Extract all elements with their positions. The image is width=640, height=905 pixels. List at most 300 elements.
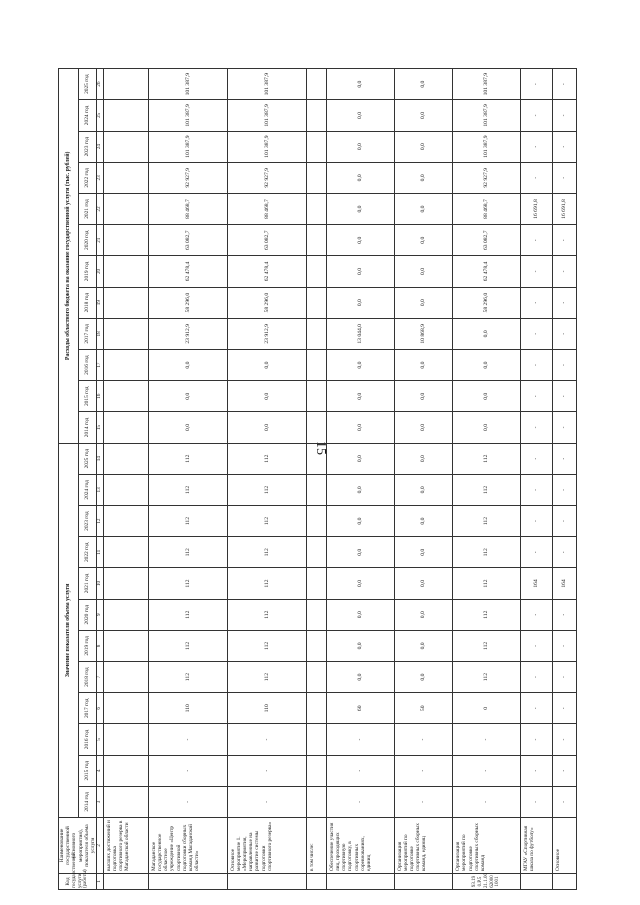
volume-cell: 112	[228, 599, 307, 630]
volume-cell: 164	[552, 568, 577, 599]
expense-cell	[306, 349, 326, 380]
expense-cell	[104, 131, 149, 162]
row-name: Основное	[552, 818, 577, 874]
expense-cell: 0,0	[327, 193, 395, 224]
expense-cell: -	[521, 100, 553, 131]
expense-cell: -	[552, 318, 577, 349]
row-name: Обеспечение участия лиц, проходящих спортивную подготовку, в спортивных соревнованиях, единиц	[327, 818, 395, 874]
volume-cell	[306, 474, 326, 505]
expense-cell: 92 927,9	[149, 162, 228, 193]
expense-cell: 10 868,9	[394, 318, 453, 349]
expense-cell: 88 468,7	[228, 193, 307, 224]
header-volume-group: Значение показателя объема услуги	[59, 443, 79, 817]
header-expense-year: 2023 год	[78, 131, 97, 162]
expense-cell: 0,0	[394, 69, 453, 100]
volume-cell: 0,0	[327, 630, 395, 661]
expense-cell: -	[552, 225, 577, 256]
column-number: 17	[97, 349, 104, 380]
volume-cell	[104, 443, 149, 474]
expense-cell: 92 927,9	[453, 162, 521, 193]
row-code	[149, 874, 228, 890]
header-expense-year: 2025 год	[78, 69, 97, 100]
expense-cell	[306, 381, 326, 412]
expense-cell: 63 082,7	[149, 225, 228, 256]
header-volume-year: 2015 год	[78, 755, 97, 786]
column-number: 13	[97, 474, 104, 505]
volume-cell: 0,0	[327, 443, 395, 474]
volume-cell: -	[327, 786, 395, 817]
expense-cell	[306, 256, 326, 287]
column-number: 3	[97, 786, 104, 817]
expense-cell: 101 387,9	[453, 69, 521, 100]
volume-cell: 112	[149, 474, 228, 505]
expense-cell: -	[552, 100, 577, 131]
expense-cell: 0,0	[149, 412, 228, 443]
expense-cell: 62 478,4	[149, 256, 228, 287]
expense-cell	[306, 225, 326, 256]
volume-cell: 0,0	[394, 443, 453, 474]
header-expense-year: 2024 год	[78, 100, 97, 131]
row-code	[394, 874, 453, 890]
expense-cell: -	[521, 381, 553, 412]
expense-cell	[104, 256, 149, 287]
expense-cell: 0,0	[327, 381, 395, 412]
expense-cell: 0,0	[149, 349, 228, 380]
header-volume-year: 2017 год	[78, 693, 97, 724]
header-volume-year: 2016 год	[78, 724, 97, 755]
volume-cell: -	[228, 724, 307, 755]
expense-cell: 0,0	[394, 193, 453, 224]
row-name: Организация мероприятий по подготовке спортивных сборных команд, единиц	[394, 818, 453, 874]
volume-cell: -	[453, 755, 521, 786]
volume-cell	[306, 537, 326, 568]
expense-cell: 0,0	[327, 162, 395, 193]
volume-cell	[104, 474, 149, 505]
volume-cell: 110	[149, 693, 228, 724]
expense-cell: 62 478,4	[228, 256, 307, 287]
row-name: высших достижений и подготовка спортивного резерва в Магаданской области	[104, 818, 149, 874]
expense-cell: 0,0	[394, 162, 453, 193]
volume-cell	[104, 661, 149, 692]
volume-cell: 112	[453, 599, 521, 630]
header-expense-group: Расходы областного бюджета на оказание государственной услуги (тыс. рублей)	[59, 69, 79, 444]
volume-cell: -	[552, 630, 577, 661]
volume-cell: -	[521, 599, 553, 630]
volume-cell	[306, 693, 326, 724]
volume-cell: -	[521, 661, 553, 692]
header-expense-year: 2020 год	[78, 225, 97, 256]
expense-cell: -	[552, 131, 577, 162]
header-volume-year: 2014 год	[78, 786, 97, 817]
volume-cell: 112	[149, 661, 228, 692]
expense-cell: 0,0	[228, 381, 307, 412]
volume-cell: -	[521, 755, 553, 786]
volume-cell: 112	[453, 474, 521, 505]
expense-cell: 101 387,9	[453, 100, 521, 131]
expense-cell: 101 387,9	[149, 69, 228, 100]
volume-cell: 112	[149, 505, 228, 536]
volume-cell: 0,0	[327, 568, 395, 599]
volume-cell: -	[327, 724, 395, 755]
expense-cell: 16 691,8	[552, 193, 577, 224]
volume-cell: -	[228, 786, 307, 817]
volume-cell: -	[552, 443, 577, 474]
volume-cell: 0	[453, 693, 521, 724]
expense-cell	[306, 318, 326, 349]
header-volume-year: 2024 год	[78, 474, 97, 505]
expense-cell: 0,0	[327, 256, 395, 287]
volume-cell: -	[552, 724, 577, 755]
expense-cell: 92 927,9	[228, 162, 307, 193]
volume-cell: 112	[149, 537, 228, 568]
table-body	[104, 69, 577, 890]
volume-cell: 112	[228, 537, 307, 568]
column-number: 5	[97, 724, 104, 755]
header-volume-year: 2018 год	[78, 661, 97, 692]
volume-cell: -	[521, 786, 553, 817]
expense-cell: 63 082,7	[228, 225, 307, 256]
column-number: 15	[97, 412, 104, 443]
volume-cell: -	[552, 599, 577, 630]
services-table	[58, 68, 577, 890]
row-name: в том числе:	[306, 818, 326, 874]
table-row	[327, 69, 395, 890]
volume-cell	[104, 505, 149, 536]
expense-cell: 0,0	[327, 69, 395, 100]
column-number: 25	[97, 100, 104, 131]
volume-cell: 0,0	[394, 505, 453, 536]
volume-cell: -	[552, 505, 577, 536]
volume-cell: -	[521, 537, 553, 568]
volume-cell: 112	[149, 599, 228, 630]
row-name: Основное мероприятие 1. «Мероприятия, направленные на развитие системы подготовки спортивного резерва»	[228, 818, 307, 874]
volume-cell: -	[394, 786, 453, 817]
expense-cell: -	[552, 412, 577, 443]
volume-cell: 112	[453, 505, 521, 536]
volume-cell: -	[149, 786, 228, 817]
header-expense-year: 2018 год	[78, 287, 97, 318]
expense-cell: 88 468,7	[149, 193, 228, 224]
column-number: 7	[97, 661, 104, 692]
rotated-table-wrapper	[58, 68, 568, 890]
volume-cell: 112	[228, 630, 307, 661]
column-number: 9	[97, 599, 104, 630]
volume-cell: -	[521, 693, 553, 724]
expense-cell: 0,0	[394, 412, 453, 443]
header-expense-year: 2021 год	[78, 193, 97, 224]
volume-cell: -	[552, 537, 577, 568]
volume-cell: -	[453, 724, 521, 755]
column-number: 11	[97, 537, 104, 568]
expense-cell: 0,0	[394, 225, 453, 256]
expense-cell: 0,0	[453, 381, 521, 412]
volume-cell: -	[394, 724, 453, 755]
expense-cell: 13 044,0	[327, 318, 395, 349]
expense-cell: 0,0	[327, 412, 395, 443]
row-code	[552, 874, 577, 890]
table-row	[306, 69, 326, 890]
volume-cell: -	[552, 693, 577, 724]
volume-cell: 50	[394, 693, 453, 724]
expense-cell: -	[552, 349, 577, 380]
expense-cell	[306, 100, 326, 131]
volume-cell: -	[552, 755, 577, 786]
volume-cell: 112	[228, 505, 307, 536]
volume-cell: 112	[149, 630, 228, 661]
expense-cell: -	[521, 131, 553, 162]
volume-cell: -	[521, 630, 553, 661]
table-row	[149, 69, 228, 890]
column-number: 23	[97, 162, 104, 193]
volume-cell	[306, 443, 326, 474]
column-number: 20	[97, 256, 104, 287]
expense-cell: 58 296,0	[228, 287, 307, 318]
volume-cell	[104, 537, 149, 568]
expense-cell: 63 082,7	[453, 225, 521, 256]
row-code	[327, 874, 395, 890]
expense-cell: 0,0	[394, 131, 453, 162]
row-code	[306, 874, 326, 890]
row-code	[521, 874, 553, 890]
header-code: Код государственной услуги (работы)	[59, 874, 97, 890]
expense-cell	[306, 412, 326, 443]
header-expense-year: 2015 год	[78, 381, 97, 412]
expense-cell: -	[552, 162, 577, 193]
volume-cell: 0,0	[327, 537, 395, 568]
expense-cell: 0,0	[394, 381, 453, 412]
volume-cell	[306, 724, 326, 755]
expense-cell	[306, 162, 326, 193]
volume-cell	[306, 505, 326, 536]
row-code	[228, 874, 307, 890]
row-code: 93.19 0.Р.5 21.1.00 62000 1001	[453, 874, 521, 890]
header-row-years	[78, 69, 97, 890]
volume-cell: 112	[149, 568, 228, 599]
expense-cell: 101 387,9	[453, 131, 521, 162]
volume-cell: 112	[453, 568, 521, 599]
volume-cell: 112	[228, 661, 307, 692]
volume-cell	[306, 755, 326, 786]
volume-cell: 0,0	[327, 599, 395, 630]
volume-cell: 0,0	[394, 474, 453, 505]
volume-cell	[306, 568, 326, 599]
expense-cell	[306, 193, 326, 224]
expense-cell: 101 387,9	[228, 100, 307, 131]
expense-cell: 0,0	[394, 287, 453, 318]
expense-cell	[104, 349, 149, 380]
table-row	[394, 69, 453, 890]
expense-cell	[104, 287, 149, 318]
expense-cell: 0,0	[453, 349, 521, 380]
header-volume-year: 2022 год	[78, 537, 97, 568]
expense-cell: 0,0	[327, 287, 395, 318]
column-number: 4	[97, 755, 104, 786]
expense-cell: 0,0	[453, 412, 521, 443]
expense-cell	[104, 193, 149, 224]
volume-cell: -	[552, 786, 577, 817]
volume-cell: -	[228, 755, 307, 786]
row-name: Магаданское государственное областное учреждение «Центр спортивной подготовки сборных команд Магаданской области»	[149, 818, 228, 874]
volume-cell: 0,0	[394, 599, 453, 630]
volume-cell: 112	[453, 537, 521, 568]
volume-cell: -	[149, 755, 228, 786]
row-name: МГАУ «Спортивная школа по футболу»	[521, 818, 553, 874]
volume-cell: 0,0	[327, 505, 395, 536]
expense-cell: -	[521, 412, 553, 443]
column-number: 16	[97, 381, 104, 412]
expense-cell: 23 912,9	[149, 318, 228, 349]
column-number: 24	[97, 131, 104, 162]
volume-cell: 112	[228, 474, 307, 505]
column-number: 21	[97, 225, 104, 256]
expense-cell: -	[552, 69, 577, 100]
volume-cell	[306, 630, 326, 661]
page-number: 15	[313, 441, 328, 455]
column-number: 10	[97, 568, 104, 599]
volume-cell: -	[521, 474, 553, 505]
header-expense-year: 2019 год	[78, 256, 97, 287]
column-number: 18	[97, 318, 104, 349]
header-name: Наименование государственной (основного мероприятия), показателя объема услуги	[59, 818, 97, 874]
volume-cell	[104, 786, 149, 817]
expense-cell: 0,0	[394, 256, 453, 287]
volume-cell	[104, 755, 149, 786]
expense-cell: 62 478,4	[453, 256, 521, 287]
volume-cell: -	[552, 661, 577, 692]
volume-cell: 0,0	[327, 474, 395, 505]
expense-cell: -	[552, 287, 577, 318]
volume-cell: -	[521, 724, 553, 755]
volume-cell	[104, 568, 149, 599]
header-volume-year: 2023 год	[78, 505, 97, 536]
column-number: 8	[97, 630, 104, 661]
expense-cell: 0,0	[228, 349, 307, 380]
volume-cell: 112	[228, 443, 307, 474]
volume-cell: 112	[149, 443, 228, 474]
volume-cell: -	[453, 786, 521, 817]
volume-cell: -	[149, 724, 228, 755]
volume-cell	[104, 599, 149, 630]
column-number: 26	[97, 69, 104, 100]
header-volume-year: 2019 год	[78, 630, 97, 661]
expense-cell: 88 468,7	[453, 193, 521, 224]
volume-cell: -	[394, 755, 453, 786]
header-expense-year: 2016 год	[78, 349, 97, 380]
expense-cell: 23 912,9	[228, 318, 307, 349]
expense-cell	[104, 412, 149, 443]
volume-cell: 112	[453, 443, 521, 474]
volume-cell: 0,0	[394, 630, 453, 661]
column-number: 1	[97, 874, 104, 890]
expense-cell: 0,0	[327, 100, 395, 131]
expense-cell: 0,0	[327, 225, 395, 256]
expense-cell: 0,0	[149, 381, 228, 412]
header-expense-year: 2014 год	[78, 412, 97, 443]
volume-cell: 112	[453, 661, 521, 692]
expense-cell: 0,0	[327, 349, 395, 380]
row-name: Организация мероприятий по подготовке спортивных сборных команд	[453, 818, 521, 874]
expense-cell: -	[521, 69, 553, 100]
volume-cell: 112	[453, 630, 521, 661]
expense-cell: -	[521, 287, 553, 318]
expense-cell	[104, 381, 149, 412]
header-expense-year: 2017 год	[78, 318, 97, 349]
table-row	[552, 69, 577, 890]
volume-cell	[104, 724, 149, 755]
volume-cell	[306, 599, 326, 630]
volume-cell: -	[521, 443, 553, 474]
expense-cell: -	[521, 162, 553, 193]
expense-cell	[104, 69, 149, 100]
table-row	[104, 69, 149, 890]
table-row	[521, 69, 553, 890]
expense-cell: -	[521, 256, 553, 287]
expense-cell: 58 296,0	[149, 287, 228, 318]
volume-cell: 60	[327, 693, 395, 724]
header-row-numbers	[97, 69, 104, 890]
volume-cell: -	[327, 755, 395, 786]
volume-cell: 0,0	[327, 661, 395, 692]
column-number: 6	[97, 693, 104, 724]
expense-cell	[104, 225, 149, 256]
column-number: 2	[97, 818, 104, 874]
expense-cell: -	[521, 318, 553, 349]
expense-cell: 101 387,9	[228, 69, 307, 100]
volume-cell	[104, 630, 149, 661]
expense-cell	[306, 287, 326, 318]
header-volume-year: 2025 год	[78, 443, 97, 474]
volume-cell	[306, 786, 326, 817]
expense-cell	[104, 318, 149, 349]
header-row-group	[59, 69, 79, 890]
expense-cell: 0,0	[228, 412, 307, 443]
expense-cell: 0,0	[453, 318, 521, 349]
expense-cell: 101 387,9	[228, 131, 307, 162]
volume-cell: 0,0	[394, 568, 453, 599]
expense-cell	[104, 162, 149, 193]
expense-cell	[104, 100, 149, 131]
row-code	[104, 874, 149, 890]
volume-cell: 0,0	[394, 537, 453, 568]
expense-cell: 0,0	[327, 131, 395, 162]
volume-cell: -	[521, 505, 553, 536]
volume-cell	[306, 661, 326, 692]
expense-cell: -	[552, 381, 577, 412]
expense-cell: 0,0	[394, 100, 453, 131]
volume-cell: 0,0	[394, 661, 453, 692]
expense-cell: -	[552, 256, 577, 287]
expense-cell: 0,0	[394, 349, 453, 380]
volume-cell: -	[552, 474, 577, 505]
expense-cell	[306, 69, 326, 100]
column-number: 22	[97, 193, 104, 224]
expense-cell: -	[521, 349, 553, 380]
volume-cell: 164	[521, 568, 553, 599]
volume-cell: 110	[228, 693, 307, 724]
column-number: 19	[97, 287, 104, 318]
column-number: 14	[97, 443, 104, 474]
column-number: 12	[97, 505, 104, 536]
expense-cell	[306, 131, 326, 162]
expense-cell: 16 691,8	[521, 193, 553, 224]
table-row	[453, 69, 521, 890]
header-expense-year: 2022 год	[78, 162, 97, 193]
volume-cell	[104, 693, 149, 724]
table-row	[228, 69, 307, 890]
volume-cell: 112	[228, 568, 307, 599]
expense-cell: 58 296,0	[453, 287, 521, 318]
expense-cell: 101 387,9	[149, 100, 228, 131]
